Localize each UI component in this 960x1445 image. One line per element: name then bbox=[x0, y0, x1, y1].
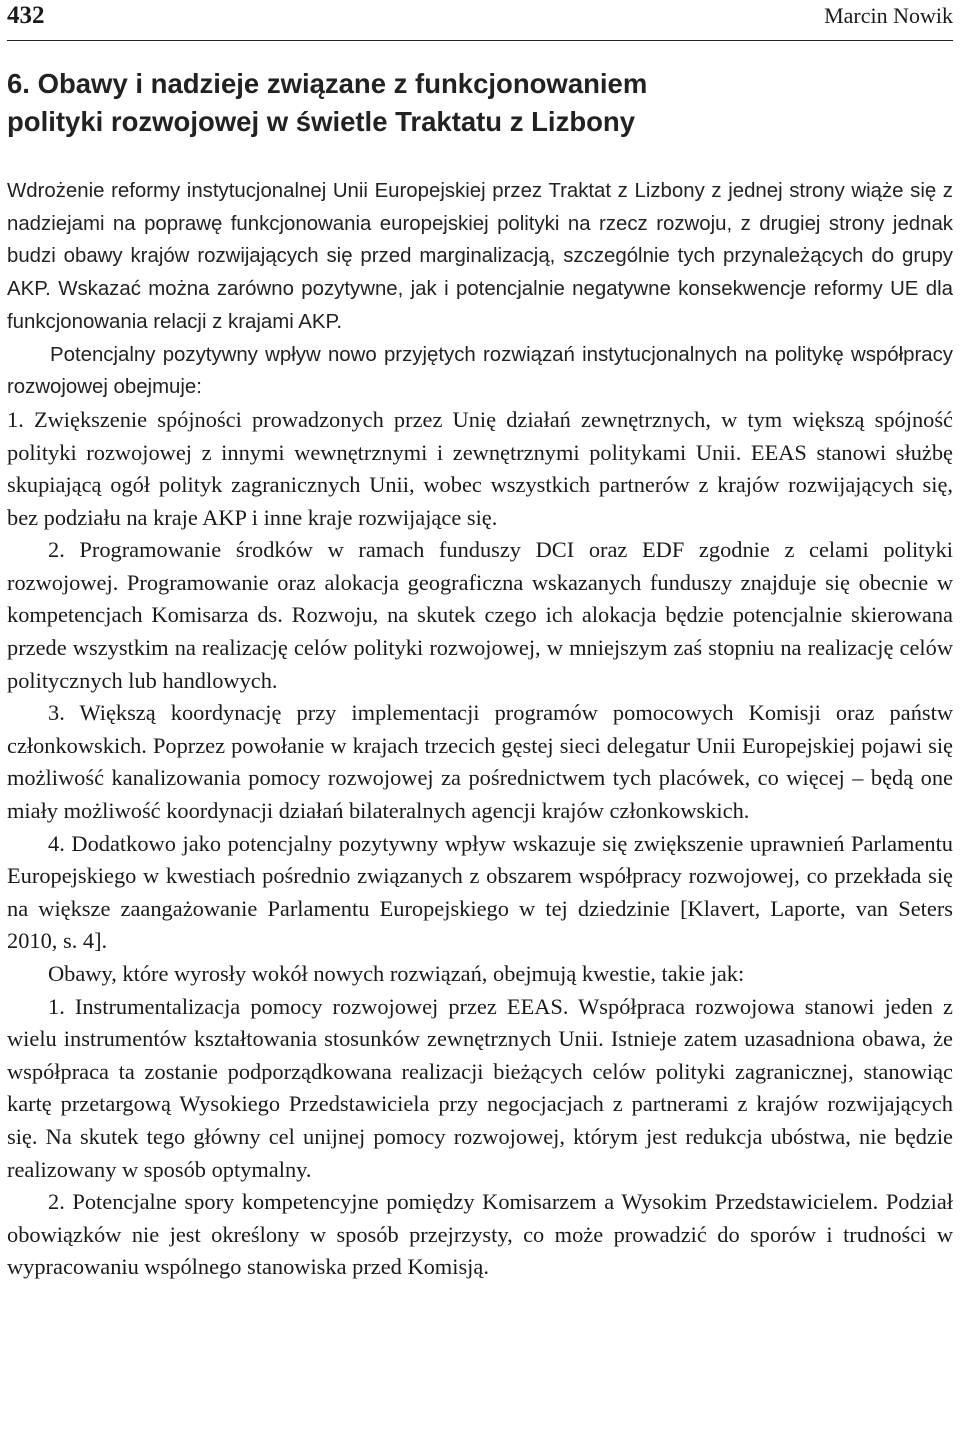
section-title bbox=[7, 65, 953, 141]
running-header bbox=[7, 0, 953, 41]
lead-text bbox=[7, 175, 953, 404]
list-item-concern-1: 1. Instrumentalizacja pomocy rozwojowej przez EEAS. Współpraca rozwojowa stanowi jeden z wielu instrumentów kształtowania stosunków zewnętrznych Unii. Istnieje zatem uzasadniona obawa, że współpraca ta zostanie podporządkowana realizacji bieżących celów polityki zagranicznej, stanowiąc kartę przetargową Wysokiego Przedstawiciela przy negocjacjach z partnerami z krajów rozwijających się. Na skutek tego główny cel unijnej pomocy rozwojowej, którym jest redukcja ubóstwa, nie będzie realizowany w sposób optymalny. bbox=[7, 993, 953, 1182]
body-text bbox=[7, 404, 953, 1284]
page-number: 432 bbox=[7, 2, 45, 29]
paragraph-positive-impact-intro: Potencjalny pozytywny wpływ nowo przyjętych rozwiązań instytucjonalnych na politykę współpracy rozwojowej obejmuje: bbox=[7, 343, 953, 399]
list-item-positive-2: 2. Programowanie środków w ramach funduszy DCI oraz EDF zgodnie z celami polityki rozwojowej. Programowanie oraz alokacja geograficzna wskazanych funduszy znajduje się obecnie w kompetencjach Komisarza ds. Rozwoju, na skutek czego ich alokacja będzie potencjalnie skierowana przede wszystkim na realizację celów polityki rozwojowej, w mniejszym zaś stopniu na realizację celów politycznych lub handlowych. bbox=[7, 537, 953, 693]
list-item-positive-1: 1. Zwiększenie spójności prowadzonych przez Unię działań zewnętrznych, w tym większą spójność polityki rozwojowej z innymi wewnętrznymi i zewnętrznymi politykami Unii. EEAS stanowi służbę skupiającą ogół polityk zagranicznych Unii, wobec wszystkich partnerów z krajów rozwijających się, bez podziału na kraje AKP i inne kraje rozwijające się. bbox=[7, 406, 953, 530]
list-item-positive-3: 3. Większą koordynację przy implementacji programów pomocowych Komisji oraz państw członkowskich. Poprzez powołanie w krajach trzecich gęstej sieci delegatur Unii Europejskiej pojawi się możliwość kanalizowania pomocy rozwojowej za pośrednictwem tych placówek, co więcej – będą one miały możliwość koordynacji działań bilateralnych agencji krajów członkowskich. bbox=[7, 700, 953, 824]
document-page bbox=[7, 0, 953, 1445]
section-title-line-1: 6. Obawy i nadzieje związane z funkcjonowaniem bbox=[7, 68, 648, 99]
list-item-concern-2: 2. Potencjalne spory kompetencyjne pomiędzy Komisarzem a Wysokim Przedstawicielem. Podział obowiązków nie jest określony w sposób przejrzysty, co może prowadzić do sporów i trudności w wypracowaniu wspólnego stanowiska przed Komisją. bbox=[7, 1189, 953, 1280]
list-item-positive-4: 4. Dodatkowo jako potencjalny pozytywny wpływ wskazuje się zwiększenie uprawnień Parlamentu Europejskiego w kwestiach pośrednio związanych z obszarem współpracy rozwojowej, co przekłada się na większe zaangażowanie Parlamentu Europejskiego w tej dziedzinie [Klavert, Laporte, van Seters 2010, s. 4]. bbox=[7, 830, 953, 954]
paragraph-intro: Wdrożenie reformy instytucjonalnej Unii Europejskiej przez Traktat z Lizbony z jednej strony wiąże się z nadziejami na poprawę funkcjonowania europejskiej polityki na rzecz rozwoju, z drugiej strony jednak budzi obawy krajów rozwijających się przed marginalizacją, szczególnie tych przynależących do grupy AKP. Wskazać można zarówno pozytywne, jak i potencjalnie negatywne konsekwencje reformy UE dla funkcjonowania relacji z krajami AKP. bbox=[7, 180, 953, 333]
running-header-author: Marcin Nowik bbox=[824, 3, 953, 28]
paragraph-concerns-intro: Obawy, które wyrosły wokół nowych rozwiązań, obejmują kwestie, takie jak: bbox=[48, 961, 745, 987]
section-title-line-2: polityki rozwojowej w świetle Traktatu z Lizbony bbox=[7, 106, 636, 137]
